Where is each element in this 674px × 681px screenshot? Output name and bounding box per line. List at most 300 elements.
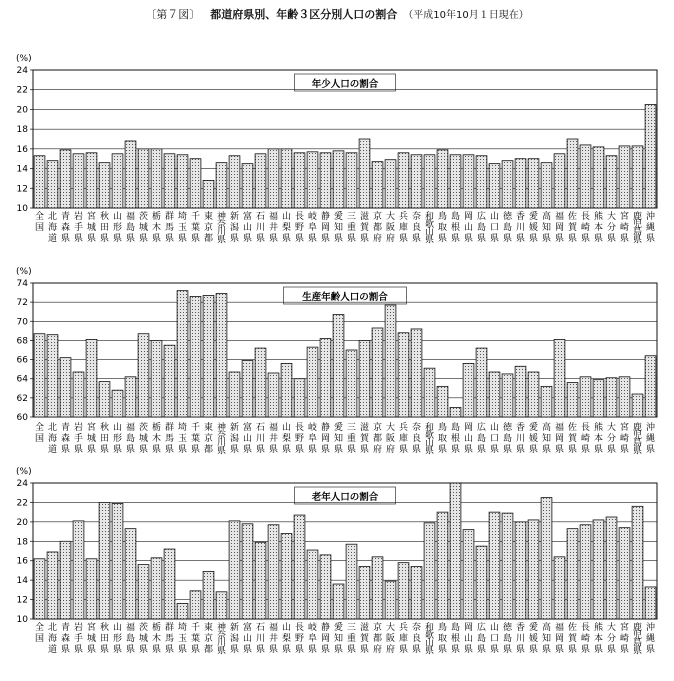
y-unit-label: (%) <box>16 467 32 477</box>
y-tick-label: 18 <box>16 125 28 136</box>
category-label: 栃木県 <box>151 623 162 655</box>
y-tick-label: 20 <box>16 517 28 528</box>
bar <box>424 155 435 208</box>
category-label: 宮城県 <box>86 623 97 655</box>
bar <box>463 530 474 619</box>
bar <box>450 407 461 417</box>
bar <box>567 529 578 619</box>
category-label: 島根県 <box>450 623 461 655</box>
bar <box>437 386 448 417</box>
bar <box>515 159 526 208</box>
category-label: 香川県 <box>515 423 526 455</box>
category-label: 山口県 <box>489 623 500 655</box>
bar <box>528 520 539 619</box>
chart-title: 老年人口の割合 <box>311 492 379 503</box>
category-label: 岩手県 <box>73 623 84 655</box>
bar <box>268 525 279 619</box>
bar <box>320 339 331 417</box>
bar <box>60 358 71 417</box>
bar <box>138 565 149 619</box>
category-label: 京都府 <box>372 212 383 244</box>
category-label: 福島県 <box>125 423 136 455</box>
category-label: 山梨県 <box>281 212 292 244</box>
category-label: 長崎県 <box>580 423 591 455</box>
figure-main-title: 都道府県別、年齢３区分別人口の割合 <box>210 8 398 21</box>
bar <box>164 154 175 208</box>
y-unit-label: (%) <box>16 267 32 277</box>
y-tick-label: 10 <box>16 204 28 214</box>
category-label: 栃木県 <box>151 212 162 244</box>
bar <box>515 366 526 417</box>
bar <box>73 521 84 619</box>
bar <box>593 380 604 417</box>
bar <box>307 550 318 619</box>
category-label: 愛知県 <box>333 212 344 244</box>
category-label: 群馬県 <box>164 212 175 244</box>
category-label: 千葉県 <box>190 212 201 244</box>
figure-date-note: （平成10年10月１日現在） <box>403 10 529 21</box>
category-label: 全国 <box>34 423 45 444</box>
bar <box>385 160 396 208</box>
bar <box>619 377 630 417</box>
bar <box>502 161 513 208</box>
bar <box>567 139 578 208</box>
category-label: 広島県 <box>476 623 487 655</box>
bar <box>216 592 227 619</box>
bar <box>489 164 500 208</box>
category-label: 岐阜県 <box>307 212 318 244</box>
bar <box>281 149 292 208</box>
bar <box>411 567 422 619</box>
bar <box>86 559 97 619</box>
bar <box>437 512 448 619</box>
category-label: 群馬県 <box>164 423 175 455</box>
category-label: 徳島県 <box>502 423 513 455</box>
bar <box>255 154 266 208</box>
bar <box>645 356 656 417</box>
bar <box>580 377 591 417</box>
category-label: 島根県 <box>450 423 461 455</box>
category-label: 香川県 <box>515 623 526 655</box>
bar <box>489 512 500 619</box>
category-label: 岐阜県 <box>307 623 318 655</box>
category-label: 熊本県 <box>593 623 604 655</box>
category-label: 滋賀県 <box>359 212 370 244</box>
bar <box>294 153 305 208</box>
category-label: 三重県 <box>346 212 357 244</box>
bar <box>307 152 318 208</box>
category-label: 全国 <box>34 623 45 644</box>
bar <box>632 506 643 619</box>
category-label: 和歌山県 <box>424 423 435 457</box>
bar <box>60 150 71 208</box>
bar <box>125 377 136 417</box>
bar <box>177 603 188 619</box>
bar <box>294 379 305 417</box>
bar <box>73 372 84 417</box>
bar <box>268 373 279 417</box>
category-label: 徳島県 <box>502 623 513 655</box>
category-label: 山口県 <box>489 212 500 244</box>
bar <box>99 382 110 417</box>
category-label: 鹿児島県 <box>632 623 643 657</box>
bar <box>554 557 565 619</box>
bar <box>190 296 201 417</box>
category-label: 静岡県 <box>320 423 331 455</box>
category-label: 高知県 <box>541 623 552 655</box>
category-label: 石川県 <box>255 212 266 244</box>
bar <box>476 546 487 619</box>
category-label: 秋田県 <box>99 423 110 455</box>
y-tick-label: 22 <box>16 85 28 96</box>
bar <box>437 150 448 208</box>
y-tick-label: 14 <box>16 164 28 175</box>
bar <box>138 149 149 208</box>
y-tick-label: 18 <box>16 537 28 548</box>
bar <box>73 154 84 208</box>
y-tick-label: 16 <box>16 556 28 567</box>
bar <box>554 339 565 417</box>
bar <box>203 295 214 417</box>
category-label: 高知県 <box>541 212 552 244</box>
bar <box>528 372 539 417</box>
bar <box>372 557 383 619</box>
bar <box>541 498 552 619</box>
bar <box>359 139 370 208</box>
bar <box>398 333 409 417</box>
bar <box>632 146 643 208</box>
category-label: 佐賀県 <box>567 423 578 455</box>
category-label: 山形県 <box>112 623 123 655</box>
category-label: 佐賀県 <box>567 212 578 244</box>
bar <box>268 149 279 208</box>
bar <box>359 340 370 417</box>
category-label: 京都府 <box>372 423 383 455</box>
y-tick-label: 22 <box>16 498 28 509</box>
bar <box>372 162 383 208</box>
bar <box>606 517 617 619</box>
bar <box>476 348 487 417</box>
category-label: 長野県 <box>294 423 305 455</box>
bar <box>164 345 175 417</box>
category-label: 愛知県 <box>333 423 344 455</box>
category-label: 岡山県 <box>463 212 474 244</box>
bar <box>307 347 318 417</box>
category-label: 長崎県 <box>580 212 591 244</box>
category-label: 愛媛県 <box>528 623 539 655</box>
category-label: 新潟県 <box>229 423 240 455</box>
bar <box>86 153 97 208</box>
bar <box>593 520 604 619</box>
category-label: 山口県 <box>489 423 500 455</box>
category-label: 富山県 <box>242 212 253 244</box>
bar <box>229 372 240 417</box>
category-label: 愛媛県 <box>528 212 539 244</box>
category-label: 福島県 <box>125 623 136 655</box>
category-label: 北海道 <box>47 212 58 244</box>
category-label: 大阪府 <box>385 212 396 244</box>
category-label: 奈良県 <box>411 623 422 655</box>
bar <box>385 581 396 619</box>
category-label: 愛媛県 <box>528 423 539 455</box>
category-label: 福井県 <box>268 623 279 655</box>
category-label: 石川県 <box>255 623 266 655</box>
category-label: 滋賀県 <box>359 623 370 655</box>
category-label: 大分県 <box>606 623 617 655</box>
y-tick-label: 12 <box>16 595 28 606</box>
category-label: 埼玉県 <box>177 623 188 655</box>
category-label: 山形県 <box>112 423 123 455</box>
category-label: 千葉県 <box>190 623 201 655</box>
category-label: 東京都 <box>203 423 214 455</box>
category-label: 富山県 <box>242 423 253 455</box>
bar <box>645 105 656 209</box>
bar <box>112 390 123 417</box>
category-label: 奈良県 <box>411 212 422 244</box>
category-label: 三重県 <box>346 423 357 455</box>
category-label: 岡山県 <box>463 423 474 455</box>
y-tick-label: 10 <box>16 615 28 625</box>
category-label: 鹿児島県 <box>632 423 643 457</box>
category-label: 茨城県 <box>138 212 149 244</box>
category-label: 佐賀県 <box>567 623 578 655</box>
category-label: 鳥取県 <box>437 212 448 244</box>
bar <box>320 555 331 619</box>
y-tick-label: 64 <box>16 374 28 385</box>
category-label: 大阪府 <box>385 423 396 455</box>
y-tick-label: 68 <box>16 336 28 347</box>
bar <box>567 383 578 417</box>
category-label: 広島県 <box>476 423 487 455</box>
bar <box>281 534 292 619</box>
category-label: 福井県 <box>268 212 279 244</box>
bar <box>216 294 227 417</box>
bar <box>138 334 149 417</box>
category-label: 兵庫県 <box>398 423 409 455</box>
category-label: 全国 <box>34 212 45 233</box>
bar <box>47 161 58 208</box>
bar <box>502 374 513 417</box>
bar <box>99 502 110 619</box>
bar <box>346 350 357 417</box>
category-label: 長野県 <box>294 212 305 244</box>
category-label: 京都府 <box>372 623 383 655</box>
bar <box>398 563 409 619</box>
bar <box>359 567 370 619</box>
category-label: 熊本県 <box>593 212 604 244</box>
bar <box>541 163 552 208</box>
category-label: 福岡県 <box>554 623 565 655</box>
bar <box>424 368 435 417</box>
bar <box>528 159 539 208</box>
category-label: 奈良県 <box>411 423 422 455</box>
bar <box>450 483 461 619</box>
bar <box>242 361 253 417</box>
bar <box>580 525 591 619</box>
bar <box>203 571 214 619</box>
category-label: 福島県 <box>125 212 136 244</box>
category-label: 群馬県 <box>164 623 175 655</box>
category-label: 山梨県 <box>281 423 292 455</box>
y-tick-label: 74 <box>16 279 28 289</box>
category-label: 和歌山県 <box>424 212 435 246</box>
bar <box>164 549 175 619</box>
category-label: 北海道 <box>47 623 58 655</box>
category-label: 岩手県 <box>73 423 84 455</box>
bar <box>60 541 71 619</box>
y-tick-label: 12 <box>16 184 28 195</box>
bar <box>112 503 123 619</box>
bar <box>450 155 461 208</box>
bar <box>203 180 214 208</box>
bar <box>645 587 656 619</box>
category-label: 静岡県 <box>320 212 331 244</box>
category-label: 愛知県 <box>333 623 344 655</box>
category-label: 大分県 <box>606 212 617 244</box>
category-label: 福井県 <box>268 423 279 455</box>
y-tick-label: 16 <box>16 144 28 155</box>
bar <box>502 513 513 619</box>
category-label: 山形県 <box>112 212 123 244</box>
bar <box>372 328 383 417</box>
bar <box>229 521 240 619</box>
category-label: 徳島県 <box>502 212 513 244</box>
category-label: 静岡県 <box>320 623 331 655</box>
bar <box>47 335 58 417</box>
category-label: 広島県 <box>476 212 487 244</box>
category-label: 沖縄県 <box>645 623 656 655</box>
bar <box>151 558 162 619</box>
y-tick-label: 62 <box>16 393 28 404</box>
category-label: 千葉県 <box>190 423 201 455</box>
y-tick-label: 24 <box>16 479 28 489</box>
bar <box>476 156 487 208</box>
y-tick-label: 24 <box>16 66 28 76</box>
bar <box>463 363 474 417</box>
category-label: 新潟県 <box>229 623 240 655</box>
bar <box>177 155 188 208</box>
bar <box>515 522 526 619</box>
y-tick-label: 66 <box>16 355 28 366</box>
category-label: 北海道 <box>47 423 58 455</box>
bar <box>242 164 253 208</box>
y-tick-label: 72 <box>16 298 28 309</box>
bar <box>151 149 162 208</box>
category-label: 青森県 <box>60 623 71 655</box>
bar <box>606 378 617 417</box>
category-label: 宮崎県 <box>619 623 630 655</box>
category-label: 大分県 <box>606 423 617 455</box>
bar <box>619 528 630 619</box>
category-label: 鳥取県 <box>437 623 448 655</box>
bar <box>346 544 357 619</box>
chart-panel-3 <box>16 467 657 656</box>
category-label: 東京都 <box>203 623 214 655</box>
y-tick-label: 20 <box>16 105 28 116</box>
category-label: 宮崎県 <box>619 212 630 244</box>
category-label: 長野県 <box>294 623 305 655</box>
category-label: 埼玉県 <box>177 423 188 455</box>
category-label: 和歌山県 <box>424 623 435 657</box>
bar <box>320 153 331 208</box>
category-label: 鳥取県 <box>437 423 448 455</box>
category-label: 栃木県 <box>151 423 162 455</box>
bar <box>34 559 45 619</box>
category-label: 宮崎県 <box>619 423 630 455</box>
category-label: 秋田県 <box>99 623 110 655</box>
category-label: 島根県 <box>450 212 461 244</box>
category-label: 鹿児島県 <box>632 212 643 246</box>
bar <box>541 386 552 417</box>
bar <box>346 153 357 208</box>
bar <box>255 348 266 417</box>
bar <box>411 329 422 417</box>
y-tick-label: 14 <box>16 576 28 587</box>
bar <box>489 372 500 417</box>
bar <box>34 334 45 417</box>
category-label: 宮城県 <box>86 212 97 244</box>
category-label: 岡山県 <box>463 623 474 655</box>
category-label: 宮城県 <box>86 423 97 455</box>
category-label: 香川県 <box>515 212 526 244</box>
bar <box>151 340 162 417</box>
category-label: 石川県 <box>255 423 266 455</box>
chart-title: 年少人口の割合 <box>311 79 379 90</box>
bar <box>190 159 201 208</box>
bar <box>554 154 565 208</box>
category-label: 滋賀県 <box>359 423 370 455</box>
bar <box>294 515 305 619</box>
bar <box>632 394 643 417</box>
bar <box>281 363 292 417</box>
category-label: 神奈川県 <box>216 212 227 246</box>
bar <box>398 153 409 208</box>
bar <box>177 291 188 417</box>
bar <box>463 155 474 208</box>
y-tick-label: 70 <box>16 317 28 328</box>
bar <box>99 163 110 208</box>
bar <box>333 584 344 619</box>
category-label: 茨城県 <box>138 623 149 655</box>
bar <box>125 529 136 619</box>
bar <box>34 156 45 208</box>
category-label: 神奈川県 <box>216 623 227 657</box>
bar <box>242 524 253 619</box>
bar <box>580 145 591 208</box>
category-label: 岩手県 <box>73 212 84 244</box>
category-label: 神奈川県 <box>216 423 227 457</box>
bar <box>385 305 396 417</box>
chart-title: 生産年齢人口の割合 <box>302 292 388 303</box>
y-tick-label: 60 <box>16 413 28 423</box>
category-label: 高知県 <box>541 423 552 455</box>
bar <box>229 156 240 208</box>
bar <box>606 156 617 208</box>
category-label: 秋田県 <box>99 212 110 244</box>
category-label: 岐阜県 <box>307 423 318 455</box>
bar <box>86 339 97 417</box>
category-label: 茨城県 <box>138 423 149 455</box>
chart-panel-2 <box>16 267 657 456</box>
bar <box>593 147 604 208</box>
bar <box>255 542 266 619</box>
category-label: 福岡県 <box>554 423 565 455</box>
bar <box>619 146 630 208</box>
category-label: 埼玉県 <box>177 212 188 244</box>
category-label: 青森県 <box>60 423 71 455</box>
bar <box>411 155 422 208</box>
bar <box>333 315 344 417</box>
